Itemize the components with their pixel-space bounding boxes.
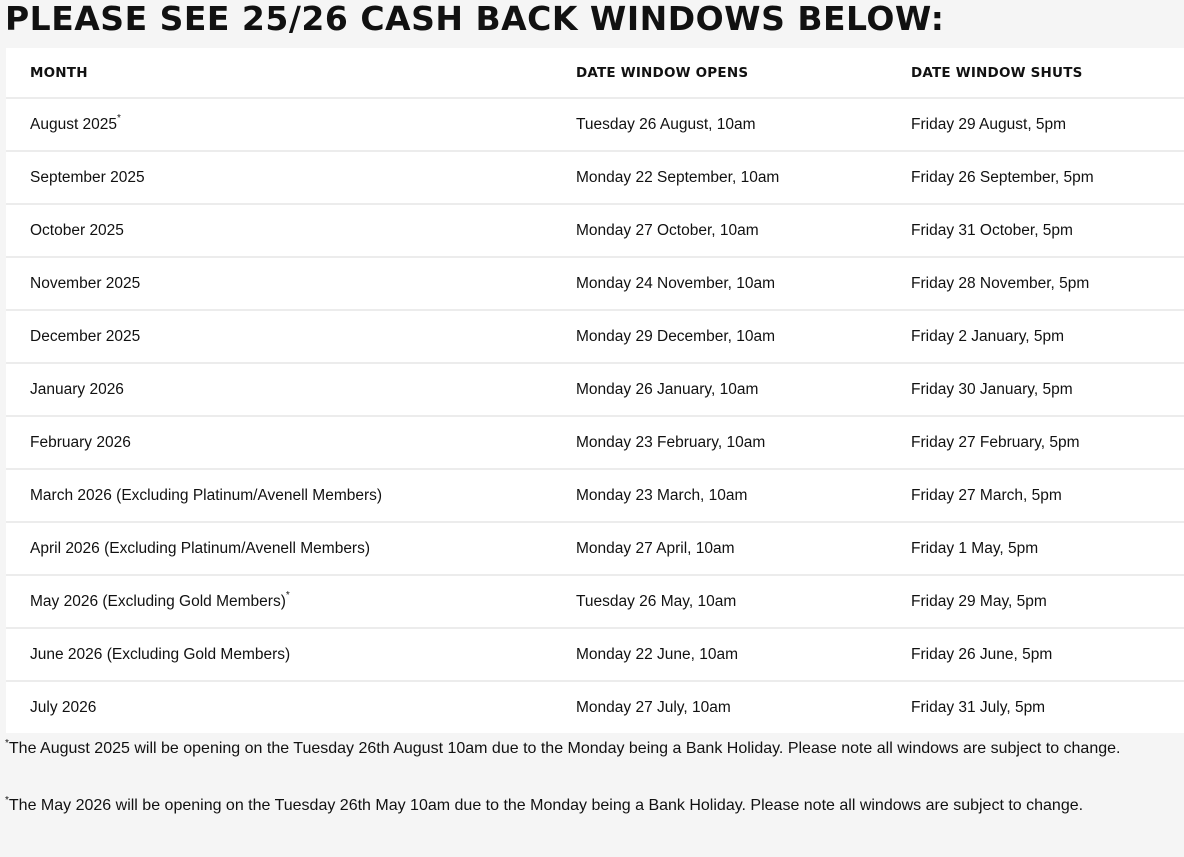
table-row xyxy=(6,681,1184,733)
shuts-cell: Friday 29 May, 5pm xyxy=(887,575,1184,628)
opens-cell: Monday 27 October, 10am xyxy=(552,204,887,257)
month-text: April 2026 (Excluding Platinum/Avenell Members) xyxy=(30,539,371,557)
month-text: December 2025 xyxy=(30,327,141,345)
table-row xyxy=(6,310,1184,363)
month-cell xyxy=(6,575,552,628)
shuts-cell: Friday 1 May, 5pm xyxy=(887,522,1184,575)
opens-cell: Monday 22 September, 10am xyxy=(552,151,887,204)
opens-cell: Monday 27 April, 10am xyxy=(552,522,887,575)
month-text: August 2025 xyxy=(30,115,118,133)
month-text: October 2025 xyxy=(30,221,124,239)
month-text: May 2026 (Excluding Gold Members) xyxy=(30,592,286,610)
table-row xyxy=(6,257,1184,310)
cash-back-windows-table xyxy=(6,48,1184,733)
month-cell xyxy=(6,522,552,575)
shuts-cell: Friday 30 January, 5pm xyxy=(887,363,1184,416)
opens-cell: Monday 23 February, 10am xyxy=(552,416,887,469)
month-text: March 2026 (Excluding Platinum/Avenell Members) xyxy=(30,486,383,504)
month-text: November 2025 xyxy=(30,274,141,292)
table-row xyxy=(6,204,1184,257)
footnote-may xyxy=(5,793,1177,818)
shuts-cell: Friday 31 October, 5pm xyxy=(887,204,1184,257)
footnote-marker: * xyxy=(117,113,121,125)
table-header-row xyxy=(6,48,1184,98)
shuts-cell: Friday 31 July, 5pm xyxy=(911,698,1046,716)
month-text: July 2026 xyxy=(30,698,97,716)
month-cell xyxy=(6,469,552,522)
footnote-marker: * xyxy=(285,590,290,602)
opens-cell: Tuesday 26 August, 10am xyxy=(552,98,887,151)
shuts-cell: Friday 26 September, 5pm xyxy=(887,151,1184,204)
month-cell xyxy=(6,628,552,681)
footnote-august xyxy=(5,736,1177,761)
table-row xyxy=(6,151,1184,204)
shuts-cell: Friday 26 June, 5pm xyxy=(887,628,1184,681)
shuts-cell: Friday 28 November, 5pm xyxy=(887,257,1184,310)
opens-cell: Monday 23 March, 10am xyxy=(552,469,887,522)
footnotes xyxy=(5,736,1177,818)
table-row xyxy=(6,628,1184,681)
month-cell xyxy=(6,363,552,416)
footnote-text: The August 2025 will be opening on the Tuesday 26th August 10am due to the Monday being a Bank Holiday. Please note all windows are subject to change. xyxy=(8,740,1121,757)
table-row xyxy=(6,469,1184,522)
page-title: PLEASE SEE 25/26 CASH BACK WINDOWS BELOW: xyxy=(5,0,945,38)
table-row xyxy=(6,98,1184,151)
month-text: February 2026 xyxy=(30,433,131,451)
month-cell xyxy=(6,416,552,469)
month-text: January 2026 xyxy=(30,380,124,398)
opens-cell: Monday 29 December, 10am xyxy=(552,310,887,363)
column-header-shuts: DATE WINDOW SHUTS xyxy=(887,48,1184,98)
table-row xyxy=(6,522,1184,575)
opens-cell: Tuesday 26 May, 10am xyxy=(552,575,887,628)
month-text: September 2025 xyxy=(30,168,145,186)
column-header-month: MONTH xyxy=(6,48,552,98)
shuts-cell: Friday 27 March, 5pm xyxy=(887,469,1184,522)
month-cell xyxy=(6,204,552,257)
opens-cell: Monday 27 July, 10am xyxy=(576,698,731,716)
month-cell xyxy=(6,151,552,204)
footnote-marker: * xyxy=(5,737,9,749)
opens-cell: Monday 22 June, 10am xyxy=(552,628,887,681)
shuts-cell: Friday 2 January, 5pm xyxy=(887,310,1184,363)
month-text: June 2026 (Excluding Gold Members) xyxy=(30,645,291,663)
shuts-cell: Friday 27 February, 5pm xyxy=(887,416,1184,469)
opens-cell: Monday 26 January, 10am xyxy=(552,363,887,416)
footnote-text: The May 2026 will be opening on the Tuesday 26th May 10am due to the Monday being a Bank Holiday. Please note all windows are subject to change. xyxy=(8,797,1084,814)
month-cell xyxy=(6,257,552,310)
table-row xyxy=(6,416,1184,469)
month-cell xyxy=(6,98,552,151)
column-header-opens: DATE WINDOW OPENS xyxy=(552,48,887,98)
table-row xyxy=(6,363,1184,416)
footnote-marker: * xyxy=(5,794,9,806)
table-row xyxy=(6,575,1184,628)
opens-cell: Monday 24 November, 10am xyxy=(552,257,887,310)
month-cell xyxy=(6,310,552,363)
shuts-cell: Friday 29 August, 5pm xyxy=(887,98,1184,151)
month-cell xyxy=(6,681,552,733)
